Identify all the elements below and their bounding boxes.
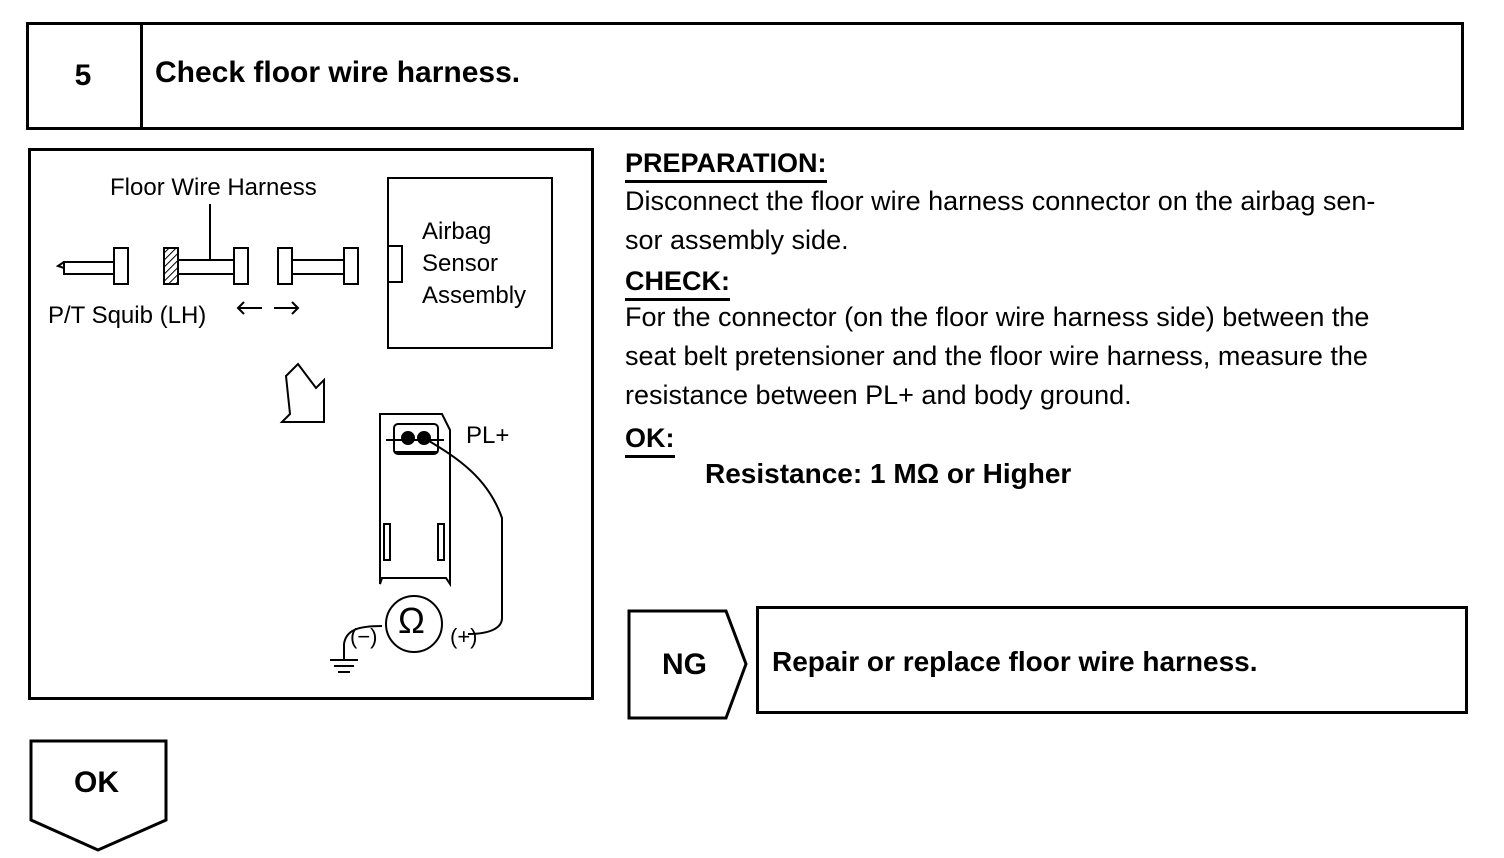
ng-tag: NG xyxy=(662,648,707,681)
step-number: 5 xyxy=(26,22,143,130)
ohm-symbol: Ω xyxy=(398,600,425,641)
preparation-label: PREPARATION: xyxy=(625,146,827,183)
ok-value: Resistance: 1 MΩ or Higher xyxy=(705,458,1072,489)
arrow-icon xyxy=(282,364,324,422)
direction-arrows xyxy=(238,302,298,314)
meter-negative-label: (−) xyxy=(350,624,378,649)
ok-label: OK: xyxy=(625,421,675,458)
ok-tag: OK xyxy=(74,766,119,799)
sensor-label-line1: Airbag xyxy=(422,218,492,245)
check-line2: seat belt pretensioner and the floor wire harness, measure the xyxy=(625,341,1368,371)
ng-action: Repair or replace floor wire harness. xyxy=(772,646,1258,677)
preparation-line2: sor assembly side. xyxy=(625,225,849,255)
harness-label: Floor Wire Harness xyxy=(110,174,317,201)
connector-front-view xyxy=(380,414,450,584)
check-line3: resistance between PL+ and body ground. xyxy=(625,380,1132,410)
sensor-connector xyxy=(388,246,402,282)
meter-positive-label: (+) xyxy=(450,624,478,649)
terminal-label: PL+ xyxy=(466,422,510,449)
squib-connector xyxy=(58,248,128,284)
squib-label: P/T Squib (LH) xyxy=(48,302,207,329)
sensor-label-line3: Assembly xyxy=(422,282,527,309)
check-label: CHECK: xyxy=(625,264,730,301)
preparation-line1: Disconnect the floor wire harness connector on the airbag sen- xyxy=(625,186,1376,216)
intermediate-harness xyxy=(278,248,358,284)
check-line1: For the connector (on the floor wire harness side) between the xyxy=(625,302,1370,332)
sensor-label-line2: Sensor xyxy=(422,250,499,277)
step-title: Check floor wire harness. xyxy=(155,56,521,89)
floor-harness-connector xyxy=(164,204,248,284)
